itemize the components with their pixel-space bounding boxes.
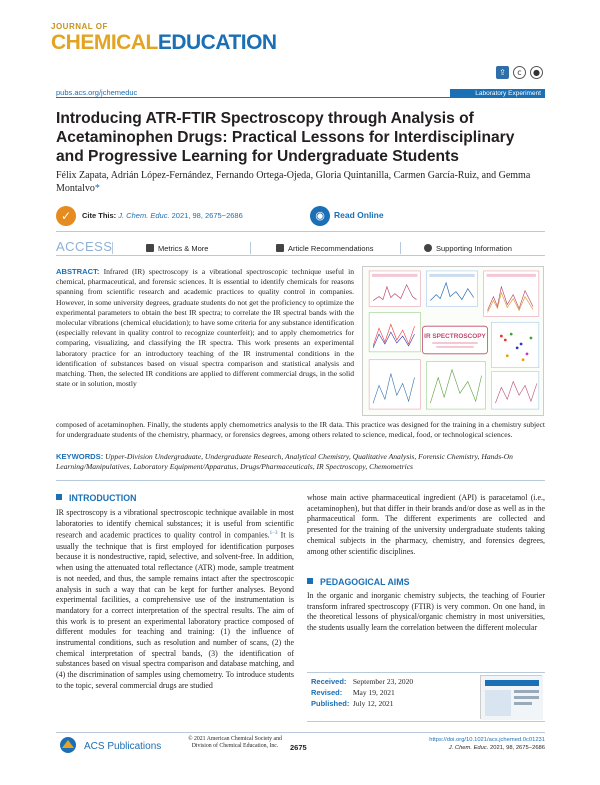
pedagogical-heading: PEDAGOGICAL AIMS: [307, 577, 409, 587]
abstract-divider: [56, 480, 545, 481]
read-online-icon[interactable]: ◉: [310, 206, 330, 226]
top-icons: [496, 66, 544, 80]
cite-journal[interactable]: J. Chem. Educ.: [118, 211, 170, 220]
cite-reference[interactable]: 2021, 98, 2675−2686: [171, 211, 243, 220]
supporting-info-button[interactable]: Supporting Information: [424, 244, 512, 253]
article-dates: Received: September 23, 2020 Revised: May 19, 2021 Published: July 12, 2021: [307, 672, 545, 722]
logo-chemical: CHEMICAL: [51, 31, 158, 54]
pedagogical-text: In the organic and inorganic chemistry subjects, the teaching of Fourier transform infrared spectroscopy (FTIR) is very common. On one hand, in the theoretical lessons of physical/organic chemistry in most universities, the students usually learn the correlation between the different molecular: [307, 591, 545, 633]
access-separator: [400, 242, 401, 254]
cite-divider: [56, 231, 545, 232]
introduction-heading: INTRODUCTION: [56, 493, 136, 503]
site-url[interactable]: pubs.acs.org/jchemeduc: [56, 88, 138, 97]
recommendations-icon: [276, 244, 284, 252]
graphic-panel: [484, 271, 539, 316]
publisher-name[interactable]: ACS Publications: [84, 741, 162, 752]
corresponding-mark[interactable]: *: [94, 183, 100, 194]
abstract-continued: composed of acetaminophen. Finally, the students apply chemometrics analysis to the IR data. This practice was designed for the training in a chemistry subject for undergraduate students of the chemistry, pharmacy, or forensics degrees, among others related to science, medical, food, or technological sciences.: [56, 420, 545, 440]
cite-icon[interactable]: ✓: [56, 206, 76, 226]
introduction-text: IR spectroscopy is a vibrational spectroscopic technique available in most laboratories to identify chemical substances; it is useful from scientific research and academic practices to quality control in companies.$^{1-3}$ It is usually the technique that is first employed for identification purposes because it is nondestructive, rapid, selective, and solvent-free. In addition, when using the attenuated total reflectance (ATR) mode, sample treatment is not needed, and thus, the sample remains intact after the spectroscopic analysis in such a way that can be kept for further analyses. Beyond experimental facilities, a comprehensive use of the instrumentation is mandatory for a correct interpretation of the spectral results. The aim of this work is to present an experimental laboratory practice composed of different modules for teaching and training: (1) the influence of instrumental conditions, such as resolution and number of scans, (2) the chemical interpretation of spectral bands, (3) the identification of substances based on visual spectra comparison and database matching, and (4) the discrimination of samples using chemometry. To introduce students to the topic, several commercial drugs are studied: [56, 508, 295, 690]
graphic-line: [436, 346, 473, 348]
keywords-text: Upper-Division Undergraduate, Undergraduate Research, Analytical Chemistry, Qualitative Analysis, Forensic Chemistry, Hands-On Learning/Manipulatives, Laboratory Equipment/Apparatus, Drugs/Pharmaceuticals, IR Spectroscopy, Chemometrics: [56, 452, 513, 472]
access-separator: [112, 242, 113, 254]
section-bullet-icon: [56, 494, 62, 500]
cc-icon[interactable]: c: [513, 66, 526, 79]
supporting-info-icon: [424, 244, 432, 252]
metrics-icon: [146, 244, 154, 252]
open-access-icon[interactable]: ●: [530, 66, 543, 79]
published-date: July 12, 2021: [352, 699, 394, 708]
introduction-continued: whose main active pharmaceutical ingredient (API) is paracetamol (i.e., acetaminophen), but that differ in their brands and/or dose as well as in the pharmaceutical form. The different experiments are collected and presented for the training of the university undergraduate students taking chemical subjects in the pharmacy, chemistry, and forensics degrees, among other scientific disciplines.: [307, 493, 545, 556]
doi-block: https://doi.org/10.1021/acs.jchemed.0c01231 J. Chem. Educ. 2021, 98, 2675−2686: [410, 737, 545, 752]
graphic-center-label: IR SPECTROSCOPY: [424, 333, 486, 341]
graphic-line: [432, 342, 477, 344]
keywords: [56, 452, 545, 472]
share-icon[interactable]: ⇪: [496, 66, 509, 79]
copyright: © 2021 American Chemical Society and Division of Chemical Education, Inc.: [188, 736, 282, 749]
keywords-heading: KEYWORDS:: [56, 452, 104, 461]
revised-date: May 19, 2021: [352, 688, 395, 697]
page-number: 2675: [290, 743, 307, 752]
abstract-text: Infrared (IR) spectroscopy is a vibrational spectroscopic technique useful in chemical, pharmaceutical, and forensic sciences. It is essential to identify chemicals for reasons spanning from scientific research and academic practices to quality control in companies. However, in some university degrees, graduate students do not get the proficiency to optimize the experimental parameters to obtain the best IR spectra; to correlate the IR spectral bands with the molecular vibrations (chemical elucidation); to have some criteria for any substance identification (especially relevant in quality control to recognize counterfeit); and to apply chemometrics for comparing, visualizing, and classifying the IR spectra. This work presents an experimental laboratory practice for an introductory teaching of the IR instrumental conditions in the identification of substances based on visual spectra comparison and statistical analysis and matching. Then, the selected IR conditions are applied to different commercial drugs, in the solid state or in solution, mostly: [56, 267, 354, 389]
received-date: September 23, 2020: [352, 677, 414, 686]
graphic-panel-bar: [429, 274, 474, 277]
cite-line: [82, 211, 243, 220]
doi-link[interactable]: https://doi.org/10.1021/acs.jchemed.0c01231: [429, 737, 545, 743]
footer-divider: [56, 732, 545, 733]
reference-link[interactable]: 1−3: [269, 531, 278, 537]
cite-label: Cite This:: [82, 211, 117, 220]
abstract: [56, 267, 354, 389]
authors-text: Félix Zapata, Adrián López-Fernández, Fernando Ortega-Ojeda, Gloria Quintanilla, Carmen García-Ruiz, and Gemma Montalvo: [56, 170, 531, 194]
journal-cover-thumbnail[interactable]: [480, 675, 542, 719]
graphical-abstract[interactable]: [362, 266, 544, 416]
abstract-heading: ABSTRACT:: [56, 267, 100, 276]
graphic-panel: [491, 372, 538, 409]
read-online-link[interactable]: Read Online: [334, 210, 384, 220]
graphic-panel-bar: [487, 274, 536, 277]
access-separator: [250, 242, 251, 254]
cover-image: [481, 676, 543, 720]
journal-logo: [51, 22, 277, 66]
logo-education: EDUCATION: [157, 31, 277, 54]
author-list: [56, 169, 546, 195]
recommendations-button[interactable]: Article Recommendations: [276, 244, 373, 253]
graphic-panel: [426, 362, 485, 409]
graphic-panel-bar: [372, 274, 417, 277]
metrics-button[interactable]: Metrics & More: [146, 244, 208, 253]
article-title: Introducing ATR-FTIR Spectroscopy through Analysis of Acetaminophen Drugs: Practical Lessons for Interdisciplinary and Progressive Learning for Undergraduate Students: [56, 110, 515, 165]
logo-small-text: JOURNAL OF: [51, 22, 108, 31]
section-tag: Laboratory Experiment: [450, 89, 545, 98]
access-label: ACCESS: [56, 239, 113, 254]
graphic-panel: [491, 322, 538, 367]
section-bullet-icon: [307, 578, 313, 584]
